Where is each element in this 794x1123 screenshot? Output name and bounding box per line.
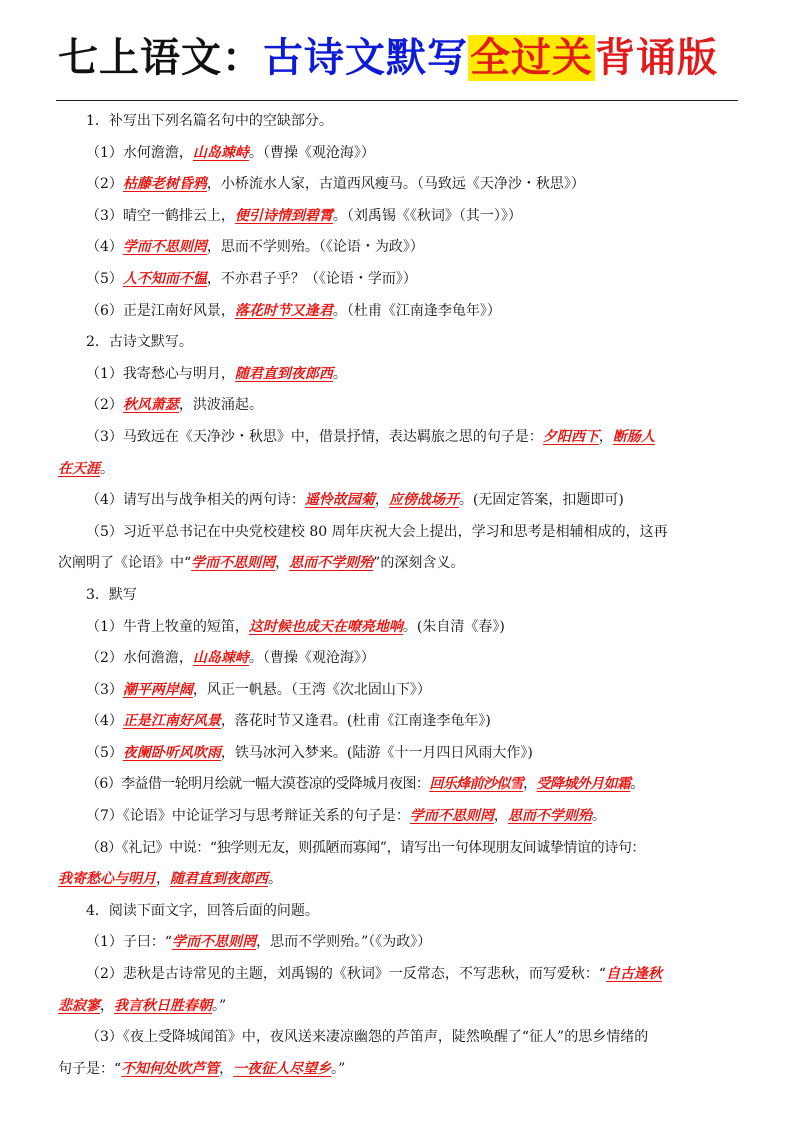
answer: 遥怜故园菊 bbox=[304, 492, 375, 509]
question-line: （4）学而不思则罔，思而不学则殆。（《论语・为政》） bbox=[86, 239, 424, 256]
question-line: （3）晴空一鹤排云上，便引诗情到碧霄。（刘禹锡《《秋词》（其一）》） bbox=[86, 207, 522, 224]
question-line-continued: 次阐明了《论语》中“学而不思则罔，思而不学则殆”的深刻含义。 bbox=[58, 555, 465, 572]
answer: 夕阳西下 bbox=[542, 428, 599, 445]
answer: 学而不思则罔 bbox=[409, 808, 494, 825]
section-heading: 3．默写 bbox=[86, 586, 137, 603]
section-heading: 2．古诗文默写。 bbox=[86, 334, 193, 351]
answer: 夜阑卧听风吹雨 bbox=[122, 744, 221, 761]
answer: 悲寂寥 bbox=[58, 997, 100, 1014]
answer: 思而不学则殆 bbox=[507, 808, 592, 825]
title-part-version: 背诵版 bbox=[595, 35, 718, 81]
answer: 这时候也成天在嘹亮地响 bbox=[248, 618, 403, 635]
answer: 自古逢秋 bbox=[606, 966, 663, 983]
answer: 一夜征人尽望乡 bbox=[233, 1060, 332, 1077]
question-line: （1）我寄愁心与明月，随君直到夜郎西。 bbox=[86, 365, 347, 382]
section-heading: 4．阅读下面文字，回答后面的问题。 bbox=[86, 902, 319, 919]
question-line: （5）夜阑卧听风吹雨，铁马冰河入梦来。(陆游《十一月四日风雨大作》) bbox=[86, 744, 533, 761]
answer: 断肠人 bbox=[612, 428, 655, 445]
title-part-topic: 古诗文默写 bbox=[263, 35, 468, 81]
question-line: （3）马致远在《天净沙・秋思》中，借景抒情，表达羁旅之思的句子是：夕阳西下，断肠人 bbox=[86, 428, 655, 445]
answer: 回乐烽前沙似雪 bbox=[429, 776, 524, 793]
answer: 我寄愁心与明月 bbox=[58, 871, 156, 888]
question-line: （1）水何澹澹，山岛竦峙。（曹操《观沧海》） bbox=[86, 144, 375, 161]
question-line: （1）牛背上牧童的短笛，这时候也成天在嘹亮地响。(朱自清《春》) bbox=[86, 618, 505, 635]
answer: 正是江南好风景 bbox=[122, 713, 221, 730]
answer: 随君直到夜郎西 bbox=[234, 365, 333, 382]
answer: 应傍战场开 bbox=[388, 492, 459, 509]
page-title bbox=[58, 26, 718, 90]
question-line: （4）请写出与战争相关的两句诗：遥怜故园菊，应傍战场开。(无固定答案，扣题即可) bbox=[86, 492, 624, 509]
question-line: （2）枯藤老树昏鸦，小桥流水人家，古道西风瘦马。（马致远《天净沙・秋思》） bbox=[86, 176, 585, 193]
section-heading: 1．补写出下列名篇名句中的空缺部分。 bbox=[86, 113, 333, 129]
question-line: （8）《礼记》中说：“独学则无友，则孤陋而寡闻”，请写出一句体现朋友间诚挚情谊的诗句： bbox=[86, 839, 646, 856]
question-line: （6）正是江南好风景，落花时节又逢君。（杜甫《江南逢李龟年》） bbox=[86, 302, 501, 319]
question-line: （6）李益借一轮明月绘就一幅大漠苍凉的受降城月夜图：回乐烽前沙似雪，受降城外月如霜。 bbox=[86, 776, 644, 793]
answer: 思而不学则殆 bbox=[289, 555, 374, 572]
title-divider bbox=[56, 100, 738, 101]
answer: 随君直到夜郎西 bbox=[170, 871, 268, 888]
question-line: （5）人不知而不愠，不亦君子乎？（《论语・学而》） bbox=[86, 270, 417, 287]
question-line: （1）子曰：“学而不思则罔，思而不学则殆。”（《为政》） bbox=[86, 934, 432, 951]
question-line: （2）水何澹澹，山岛竦峙。（曹操《观沧海》） bbox=[86, 650, 375, 667]
answer: 枯藤老树昏鸦 bbox=[122, 176, 207, 193]
question-line: （2）秋风萧瑟，洪波涌起。 bbox=[86, 397, 263, 414]
answer: 学而不思则罔 bbox=[191, 555, 276, 572]
answer: 在天涯 bbox=[58, 460, 100, 477]
question-line: （4）正是江南好风景，落花时节又逢君。(杜甫《江南逢李龟年》) bbox=[86, 713, 491, 730]
answer: 潮平两岸阔 bbox=[122, 681, 193, 698]
answer: 学而不思则罔 bbox=[122, 239, 207, 256]
content bbox=[58, 106, 738, 1085]
question-line: （7）《论语》中论证学习与思考辩证关系的句子是：学而不思则罔，思而不学则殆。 bbox=[86, 808, 606, 825]
question-line: （5）习近平总书记在中央党校建校 80 周年庆祝大会上提出，学习和思考是相辅相成的，这再 bbox=[86, 523, 668, 540]
question-line-continued: 我寄愁心与明月，随君直到夜郎西。 bbox=[58, 871, 282, 888]
answer: 人不知而不愠 bbox=[122, 270, 207, 287]
answer: 学而不思则罔 bbox=[172, 934, 257, 951]
answer: 不知何处吹芦管 bbox=[121, 1060, 220, 1077]
question-line: （3）潮平两岸阔，风正一帆悬。（王湾《次北固山下》） bbox=[86, 681, 431, 698]
question-line-continued: 句子是：“不知何处吹芦管，一夜征人尽望乡。” bbox=[58, 1060, 346, 1077]
answer: 便引诗情到碧霄 bbox=[234, 207, 333, 224]
answer: 秋风萧瑟 bbox=[122, 397, 179, 414]
answer: 山岛竦峙 bbox=[192, 144, 249, 161]
title-part-highlight: 全过关 bbox=[470, 35, 593, 81]
answer: 我言秋日胜春朝 bbox=[114, 997, 212, 1014]
answer: 山岛竦峙 bbox=[192, 650, 249, 667]
answer: 落花时节又逢君 bbox=[234, 302, 333, 319]
question-line-continued: 悲寂寥，我言秋日胜春朝。” bbox=[58, 997, 227, 1014]
question-line-continued: 在天涯。 bbox=[58, 460, 114, 477]
answer: 受降城外月如霜 bbox=[536, 776, 631, 793]
title-part-grade: 七上语文： bbox=[58, 35, 263, 81]
question-line: （2）悲秋是古诗常见的主题，刘禹锡的《秋词》一反常态，不写悲秋，而写爱秋：“自古逢秋 bbox=[86, 966, 663, 983]
question-line: （3）《夜上受降城闻笛》中，夜风送来凄凉幽怨的芦笛声，陡然唤醒了“征人”的思乡情绪的 bbox=[86, 1029, 649, 1046]
